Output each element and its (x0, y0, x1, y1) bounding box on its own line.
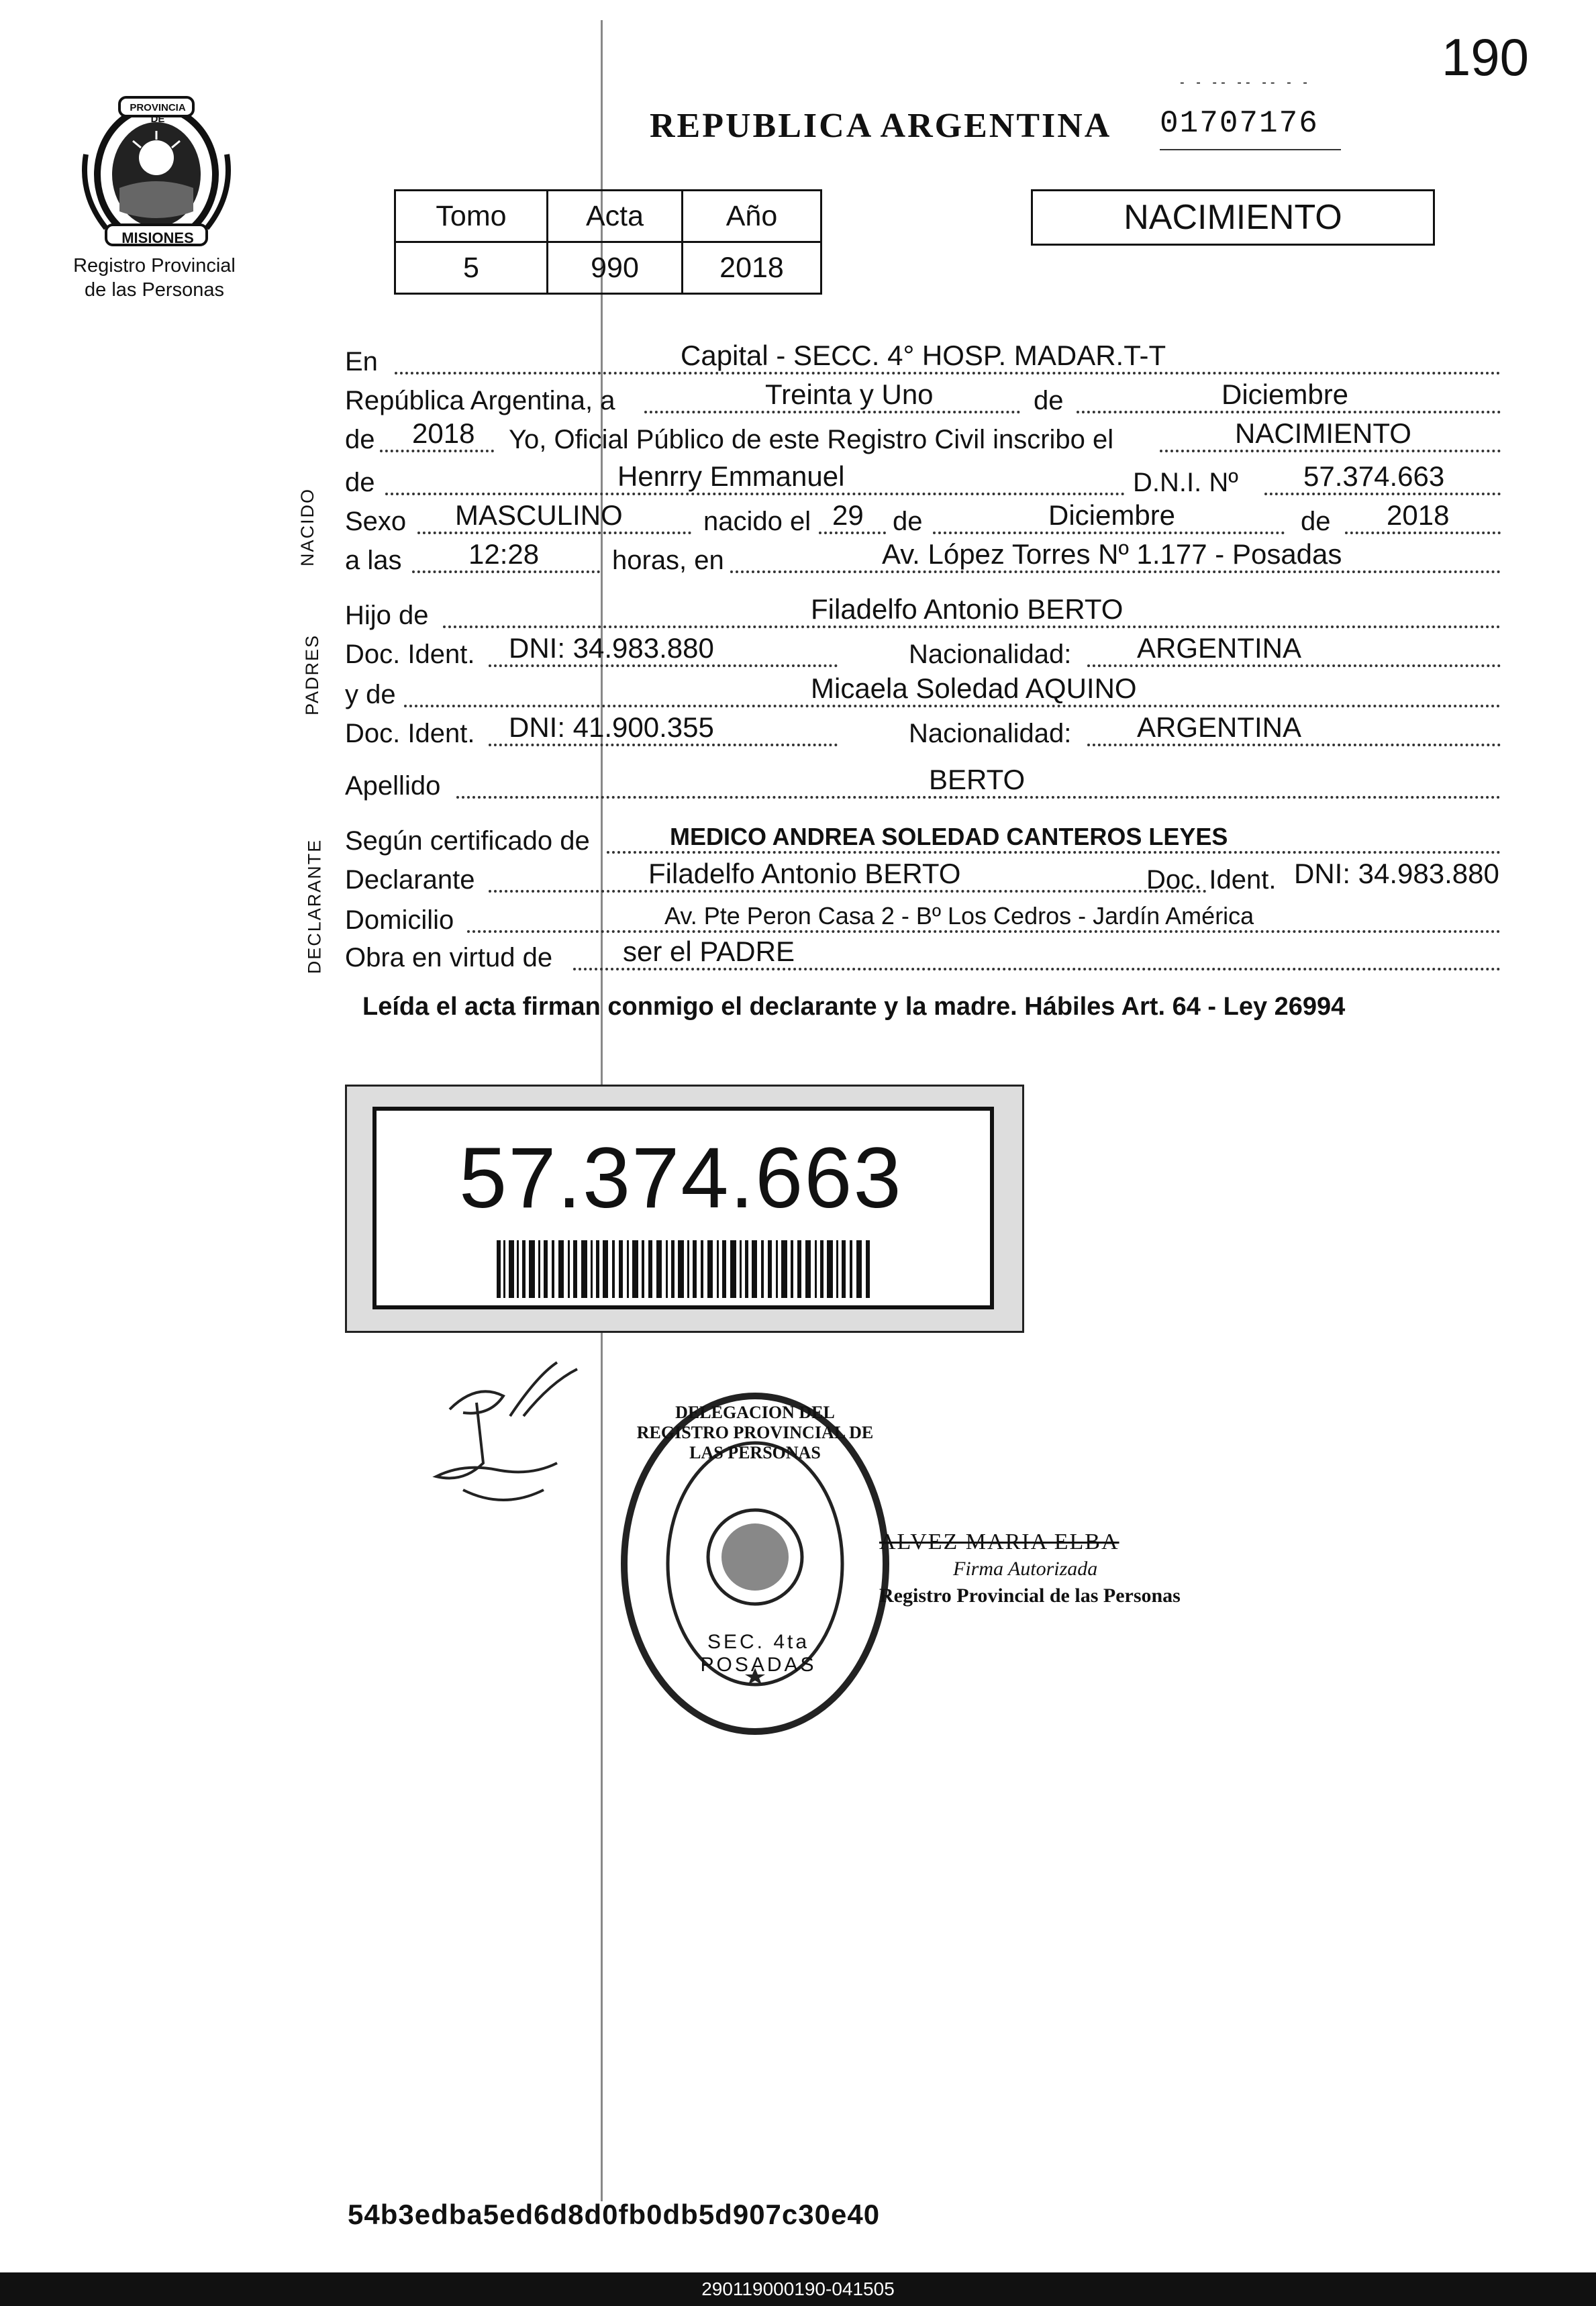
label-apellido: Apellido (345, 771, 441, 801)
record-table-header-row (395, 191, 821, 242)
value-place: Av. López Torres Nº 1.177 - Posadas (882, 538, 1342, 570)
footer-code: 290119000190-041505 (701, 2278, 895, 2299)
document-title: REPUBLICA ARGENTINA (650, 107, 1112, 145)
label-dni: D.N.I. Nº (1133, 468, 1238, 497)
dotted-line (417, 532, 691, 534)
dotted-line (1264, 493, 1501, 495)
signatory-name: ALVEZ MARIA ELBA (879, 1530, 1119, 1554)
emblem-bottom-text: MISIONES (121, 230, 194, 246)
label-sexo: Sexo (345, 507, 407, 536)
row-declarante (345, 859, 1501, 902)
serial-marks: - - -- -- -- - - (1180, 75, 1311, 90)
side-label-declarante: DECLARANTE (304, 838, 325, 974)
label-inscribo: Yo, Oficial Público de este Registro Civil inscribo el (509, 425, 1114, 454)
registry-label (54, 254, 255, 302)
dotted-line (644, 411, 1020, 413)
dotted-line (489, 744, 838, 746)
row-republica (345, 380, 1501, 423)
dotted-line (489, 890, 1207, 893)
closing-statement: Leída el acta firman conmigo el declarante y la madre. Hábiles Art. 64 - Ley 26994 (362, 993, 1346, 1021)
value-tomo: 5 (395, 242, 548, 294)
barcode (497, 1240, 872, 1298)
dotted-line (933, 532, 1285, 534)
label-hijo-de: Hijo de (345, 601, 429, 630)
seal-ring-text: DELEGACION DEL REGISTRO PROVINCIAL DE LAS PERSONAS (636, 1403, 874, 1462)
stamp-dni-number: 57.374.663 (459, 1130, 903, 1226)
label-republica: República Argentina, a (345, 386, 615, 415)
label-a-las: a las (345, 546, 402, 575)
value-dni: 57.374.663 (1303, 460, 1445, 492)
row-en (345, 341, 1501, 384)
row-name (345, 462, 1501, 505)
dotted-line (607, 851, 1501, 854)
label-y-de: y de (345, 680, 396, 709)
label-birth-de2: de (1301, 507, 1331, 536)
registry-line-1: Registro Provincial (73, 255, 236, 277)
dotted-line (1077, 411, 1501, 413)
label-birth-de1: de (893, 507, 923, 536)
value-day: Treinta y Uno (765, 379, 934, 410)
row-obra (345, 937, 1501, 980)
value-time: 12:28 (468, 538, 540, 570)
value-year: 2018 (412, 417, 475, 449)
header-tomo: Tomo (395, 191, 548, 242)
row-father-doc (345, 634, 1501, 676)
registry-line-2: de las Personas (85, 279, 224, 301)
emblem-top-text: PROVINCIA DE (130, 102, 186, 125)
value-birth-month: Diciembre (1048, 499, 1176, 531)
value-doc1: DNI: 34.983.880 (509, 632, 714, 664)
value-obra: ser el PADRE (623, 936, 795, 967)
row-domicilio (345, 899, 1501, 942)
value-domicilio: Av. Pte Peron Casa 2 - Bº Los Cedros - Jardín América (664, 902, 1254, 930)
label-nacido-el: nacido el (703, 507, 811, 536)
value-apellido: BERTO (929, 764, 1026, 795)
dotted-line (1345, 532, 1501, 534)
dotted-line (395, 372, 1501, 374)
dotted-line (456, 796, 1501, 799)
signatory-stamp (879, 1529, 1181, 1609)
dotted-line (467, 930, 1501, 933)
value-sexo: MASCULINO (455, 499, 623, 531)
dotted-line (380, 450, 494, 452)
value-doc2: DNI: 41.900.355 (509, 711, 714, 743)
label-segun: Según certificado de (345, 826, 590, 856)
value-decl-doc: DNI: 34.983.880 (1294, 858, 1499, 889)
label-en: En (345, 347, 378, 377)
value-nac1: ARGENTINA (1137, 632, 1302, 664)
value-inscribo: NACIMIENTO (1235, 417, 1411, 449)
header-acta: Acta (548, 191, 683, 242)
value-father: Filadelfo Antonio BERTO (811, 593, 1124, 625)
label-decl-doc: Doc. Ident. (1146, 865, 1277, 895)
dotted-line (489, 664, 838, 667)
value-segun: MEDICO ANDREA SOLEDAD CANTEROS LEYES (670, 823, 1228, 850)
signatory-office: Registro Provincial de las Personas (879, 1585, 1181, 1607)
row-inscribo (345, 419, 1501, 462)
label-declarante: Declarante (345, 865, 475, 895)
label-horas: horas, en (612, 546, 724, 575)
value-acta: 990 (548, 242, 683, 294)
label-de-name: de (345, 468, 375, 497)
record-type-box: NACIMIENTO (1031, 189, 1435, 246)
label-domicilio: Domicilio (345, 905, 454, 935)
label-nac1: Nacionalidad: (909, 640, 1072, 669)
row-apellido (345, 765, 1501, 808)
label-de-month: de (1034, 386, 1064, 415)
label-doc1: Doc. Ident. (345, 640, 475, 669)
header-ano: Año (683, 191, 821, 242)
signatory-role: Firma Autorizada (953, 1558, 1098, 1580)
row-father (345, 595, 1501, 638)
value-birth-year: 2018 (1387, 499, 1450, 531)
document-hash: 54b3edba5ed6d8d0fb0db5d907c30e40 (348, 2199, 881, 2230)
dotted-line (1087, 744, 1501, 746)
side-label-padres: PADRES (302, 634, 323, 716)
label-obra: Obra en virtud de (345, 943, 553, 972)
dotted-line (412, 570, 600, 573)
value-birth-day: 29 (832, 499, 864, 531)
page-number: 190 (1441, 28, 1529, 87)
dotted-line (1087, 664, 1501, 667)
value-en: Capital - SECC. 4° HOSP. MADAR.T-T (681, 340, 1166, 371)
record-table-value-row (395, 242, 821, 294)
value-name: Henrry Emmanuel (617, 460, 845, 492)
label-nac2: Nacionalidad: (909, 719, 1072, 748)
value-ano: 2018 (683, 242, 821, 294)
row-mother-doc (345, 713, 1501, 756)
dotted-line (573, 968, 1501, 970)
row-sexo (345, 501, 1501, 544)
seal-inner-text: SEC. 4ta POSADAS (700, 1631, 817, 1676)
dotted-line (404, 705, 1501, 707)
dotted-line (385, 493, 1125, 495)
value-declarante: Filadelfo Antonio BERTO (648, 858, 961, 889)
dotted-line (443, 625, 1501, 628)
serial-underline (1160, 149, 1341, 150)
footer-bar (0, 2272, 1596, 2306)
label-doc2: Doc. Ident. (345, 719, 475, 748)
value-nac2: ARGENTINA (1137, 711, 1302, 743)
record-table (394, 189, 822, 295)
dotted-line (819, 532, 886, 534)
row-mother (345, 674, 1501, 717)
side-label-nacido: NACIDO (297, 487, 318, 567)
dotted-line (730, 570, 1501, 573)
value-month: Diciembre (1221, 379, 1349, 410)
dotted-line (1160, 450, 1501, 452)
value-mother: Micaela Soledad AQUINO (811, 672, 1137, 704)
row-certificado (345, 820, 1501, 863)
row-time (345, 540, 1501, 583)
label-de-year: de (345, 425, 375, 454)
handwritten-signature (423, 1356, 584, 1510)
dni-barcode-stamp (345, 1085, 1024, 1333)
serial-number: 01707176 (1160, 106, 1319, 141)
